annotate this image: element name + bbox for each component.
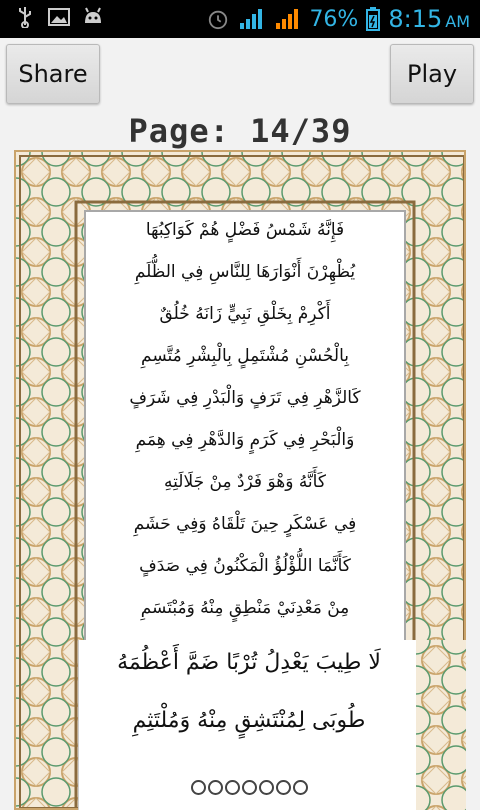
status-bar [0, 0, 480, 38]
verse-line: كَأَنَّمَا اللُّؤْلُؤُ الْمَكْنُونُ فِي صَدَفٍ [139, 556, 351, 576]
page-indicator: Page: 14/39 [128, 112, 352, 150]
android-icon [82, 6, 104, 28]
verse-line: وَالْبَحْرِ فِي كَرَمٍ وَالدَّهْرِ فِي هِمَمِ [135, 430, 355, 450]
wifi-signal-icon [237, 8, 265, 30]
ornament-dot [259, 780, 274, 795]
play-button[interactable]: Play [390, 44, 474, 104]
ornament-dot [242, 780, 257, 795]
clock [388, 5, 470, 33]
overlay-verse-line: طُوبَى لِمُنْتَشِقٍ مِنْهُ وَمُلْتَثِمِ [132, 708, 366, 733]
ornament-dot [293, 780, 308, 795]
verse-line: مِنْ مَعْدِنَيْ مَنْطِقٍ مِنْهُ وَمُبْتَسَمِ [140, 598, 350, 618]
overlay-verse-line: لَا طِيبَ يَعْدِلُ تُرْبًا ضَمَّ أَعْظُمَهُ [117, 650, 381, 675]
cell-signal-icon [273, 8, 301, 30]
verse-line: فِي عَسْكَرٍ حِينَ تَلْقَاهُ وَفِي حَشَمِ [133, 514, 357, 534]
verse-line: أَكْرِمْ بِخَلْقِ نَبِيٍّ زَانَهُ خُلُقٌ [159, 304, 331, 324]
ornament-dot [276, 780, 291, 795]
ornament-dot [191, 780, 206, 795]
overlay-ornament-edge [416, 640, 466, 810]
alarm-icon [207, 8, 229, 30]
clock-ampm: AM [445, 12, 470, 31]
battery-icon [366, 8, 380, 30]
notification-icons [14, 6, 104, 28]
battery-percent: 76% [309, 6, 359, 32]
clock-time: 8:15 [388, 5, 443, 33]
verse-separator-ornament [191, 780, 308, 795]
verse-line: فَإِنَّهُ شَمْسُ فَضْلٍ هُمْ كَوَاكِبُهَا [145, 220, 345, 240]
usb-icon [14, 6, 36, 28]
verse-line: كَالزَّهْرِ فِي تَرَفٍ وَالْبَدْرِ فِي شَرَفٍ [129, 388, 361, 408]
image-icon [48, 6, 70, 28]
verse-line: بِالْحُسْنِ مُشْتَمِلٍ بِالْبِشْرِ مُتَّسِمِ [141, 346, 349, 366]
share-button[interactable]: Share [6, 44, 100, 104]
system-icons [207, 0, 470, 38]
ornament-dot [208, 780, 223, 795]
verse-line: كَأَنَّهُ وَهْوَ فَرْدٌ مِنْ جَلَالَتِهِ [164, 472, 326, 492]
ornament-dot [225, 780, 240, 795]
verse-line: يُظْهِرْنَ أَنْوَارَهَا لِلنَّاسِ فِي الظُّلَمِ [134, 262, 356, 282]
overlay-verses-panel [78, 640, 419, 810]
